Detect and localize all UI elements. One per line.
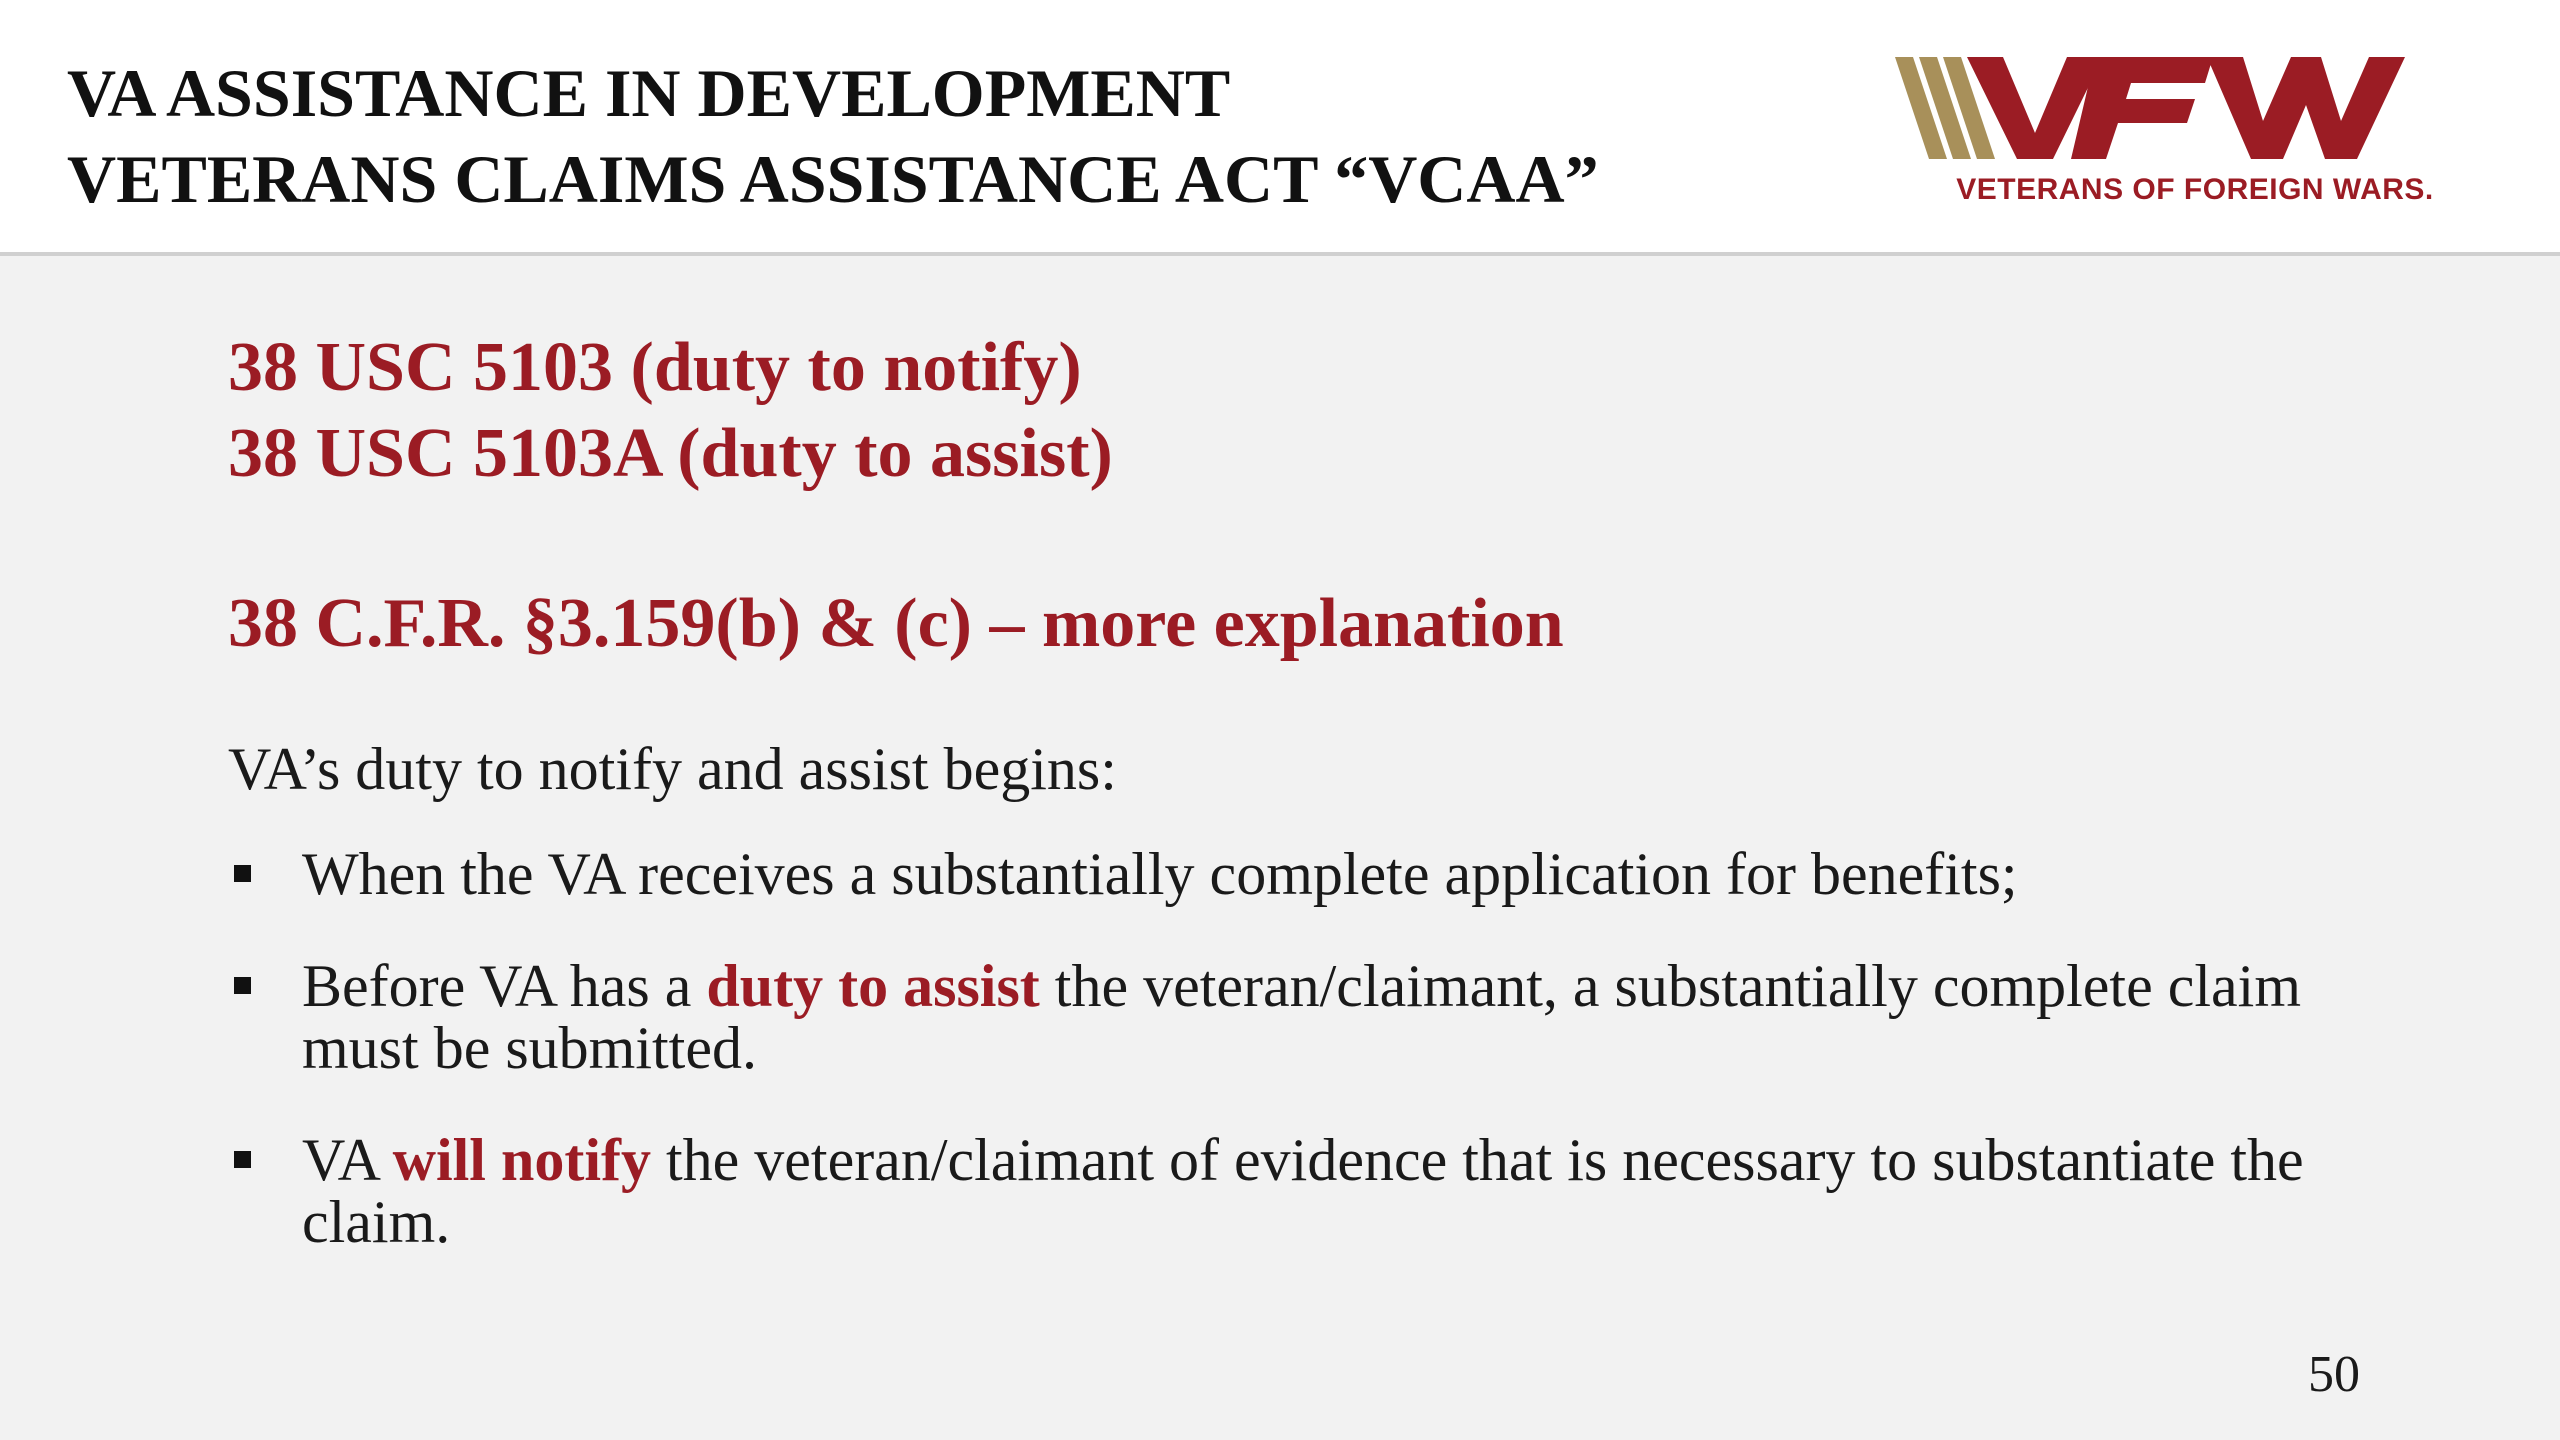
bullet-highlight: will notify [392, 1127, 651, 1193]
intro-text: VA’s duty to notify and assist begins: [228, 736, 1117, 802]
vfw-logo-mark [1895, 55, 2460, 165]
list-item [228, 1129, 2378, 1253]
statute-duty-to-notify: 38 USC 5103 (duty to notify) [228, 329, 1082, 406]
title-line-2: VETERANS CLAIMS ASSISTANCE ACT “VCAA” [67, 141, 1599, 217]
square-bullet-icon [234, 977, 251, 994]
statute-duty-to-assist: 38 USC 5103A (duty to assist) [228, 415, 1113, 492]
bullet-text-pre: Before VA has a [302, 953, 707, 1019]
slide-title [67, 50, 1599, 222]
list-item [228, 843, 2378, 905]
page-number: 50 [2308, 1346, 2360, 1403]
square-bullet-icon [234, 865, 251, 882]
vfw-logo-tagline: VETERANS OF FOREIGN WARS. [1956, 173, 2434, 206]
slide-header [0, 0, 2560, 256]
bullet-highlight: duty to assist [706, 953, 1040, 1019]
bullet-text: When the VA receives a substantially complete application for benefits; [302, 841, 2018, 907]
bullet-text-post: the veteran/claimant of evidence that is necessary to substantiate the claim. [302, 1127, 2304, 1255]
cfr-reference: 38 C.F.R. §3.159(b) & (c) – more explanation [228, 585, 1564, 662]
list-item [228, 955, 2378, 1079]
title-line-1: VA ASSISTANCE IN DEVELOPMENT [67, 55, 1231, 131]
slide-body [228, 325, 2378, 1303]
bullet-text-post: the veteran/claimant, a substantially complete claim must be submitted. [302, 953, 2301, 1081]
square-bullet-icon [234, 1151, 251, 1168]
bullet-text-pre: VA [302, 1127, 393, 1193]
vfw-logo [1895, 55, 2460, 215]
bullet-list [228, 843, 2378, 1253]
